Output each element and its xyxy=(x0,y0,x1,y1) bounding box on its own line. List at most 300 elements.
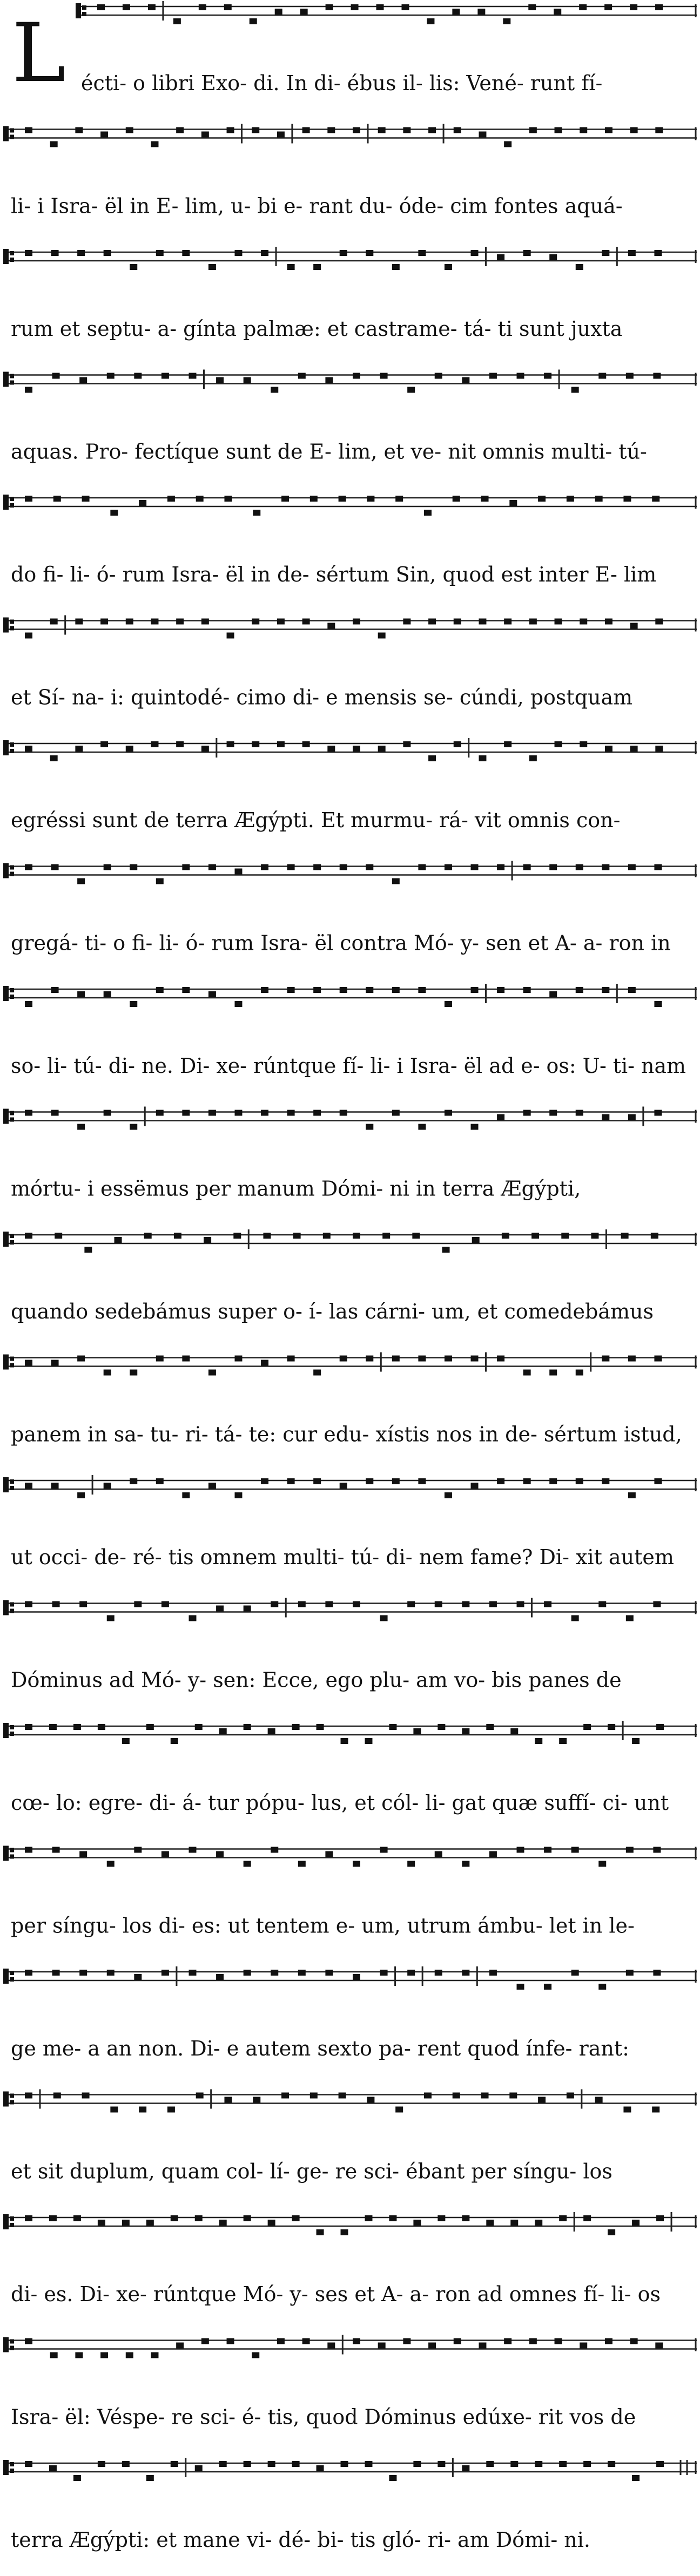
neume-punctum xyxy=(583,2215,591,2221)
neume-punctum xyxy=(626,1615,634,1621)
neume-punctum xyxy=(244,1861,251,1867)
neume-punctum xyxy=(252,127,259,133)
neume-punctum xyxy=(252,619,259,625)
neume-punctum xyxy=(583,2461,591,2467)
lyric-line: egréssi sunt de terra Ægýpti. Et murmu- rá- vit omnis con- xyxy=(11,808,621,832)
neume-punctum xyxy=(366,1478,373,1484)
staff-system xyxy=(3,370,697,464)
neume-punctum xyxy=(479,619,486,625)
neume-punctum xyxy=(277,741,285,747)
neume-punctum xyxy=(298,373,306,379)
neume-punctum xyxy=(403,619,410,625)
neume-punctum xyxy=(53,496,61,502)
lyric-line: per síngu- los di- es: ut tentem e- um, utrum ámbu- let in le- xyxy=(11,1914,635,1938)
staff-system xyxy=(3,495,697,586)
neume-punctum xyxy=(376,4,384,10)
neume-punctum xyxy=(418,250,426,256)
neume-punctum xyxy=(216,377,224,383)
neume-punctum xyxy=(407,1970,415,1976)
neume-punctum xyxy=(454,2338,461,2344)
c-clef-icon xyxy=(3,2337,14,2352)
neume-punctum xyxy=(326,4,333,10)
staff-system xyxy=(3,124,697,218)
neume-punctum xyxy=(571,1847,579,1853)
c-clef-icon xyxy=(3,1846,14,1861)
neume-punctum xyxy=(428,755,436,761)
neume-punctum xyxy=(544,1984,551,1990)
neume-punctum xyxy=(479,755,486,761)
neume-punctum xyxy=(156,878,164,884)
neume-punctum xyxy=(25,2093,32,2099)
lyric-line: ut occi- de- ré- tis omnem multi- tú- di- nem fame? Di- xit autem xyxy=(11,1545,674,1569)
neume-punctum xyxy=(156,250,164,256)
neume-punctum xyxy=(583,1724,591,1730)
neume-punctum xyxy=(392,1478,400,1484)
neume-punctum xyxy=(104,250,111,256)
neume-punctum xyxy=(623,496,631,502)
c-clef-icon xyxy=(3,740,14,755)
neume-punctum xyxy=(134,1974,142,1980)
neume-punctum xyxy=(366,987,373,993)
neume-punctum xyxy=(653,1847,661,1853)
neume-punctum xyxy=(435,373,442,379)
neume-punctum xyxy=(576,987,583,993)
neume-punctum xyxy=(424,510,432,516)
neume-punctum xyxy=(161,373,169,379)
neume-punctum xyxy=(504,141,511,147)
neume-punctum xyxy=(655,2343,663,2349)
neume-punctum xyxy=(632,2475,640,2481)
neume-punctum xyxy=(219,2220,227,2226)
neume-punctum xyxy=(287,987,295,993)
neume-punctum xyxy=(84,1247,92,1253)
neume-punctum xyxy=(50,141,58,147)
neume-punctum xyxy=(79,1970,87,1976)
neume-punctum xyxy=(559,2215,567,2221)
neume-punctum xyxy=(298,1861,306,1867)
neume-punctum xyxy=(435,1851,442,1857)
neume-punctum xyxy=(75,2352,83,2358)
neume-punctum xyxy=(126,2352,133,2358)
neume-punctum xyxy=(189,1847,197,1853)
neume-punctum xyxy=(204,1237,211,1243)
neume-punctum xyxy=(395,496,403,502)
neume-punctum xyxy=(604,4,612,10)
neume-punctum xyxy=(602,864,609,870)
neume-punctum xyxy=(549,864,557,870)
lyric-line: terra Ægýpti: et mane vi- dé- bi- tis gló- ri- am Dómi- ni. xyxy=(11,2528,590,2552)
neume-punctum xyxy=(401,4,409,10)
staff-system xyxy=(3,984,697,1078)
neume-punctum xyxy=(130,1001,137,1007)
neume-punctum xyxy=(79,1851,87,1857)
neume-punctum xyxy=(25,496,32,502)
lyric-line: gregá- ti- o fi- li- ó- rum Isra- ël contra Mó- y- sen et A- a- ron in xyxy=(11,931,671,955)
neume-punctum xyxy=(219,2461,227,2467)
neume-punctum xyxy=(628,987,636,993)
neume-punctum xyxy=(244,1970,251,1976)
neume-punctum xyxy=(598,373,606,379)
neume-punctum xyxy=(167,496,175,502)
staff-systems xyxy=(3,1,697,2552)
neume-punctum xyxy=(497,254,504,260)
neume-punctum xyxy=(472,1237,480,1243)
neume-punctum xyxy=(73,2475,81,2481)
neume-punctum xyxy=(107,1615,115,1621)
neume-punctum xyxy=(523,1110,531,1116)
neume-punctum xyxy=(630,746,638,752)
neume-punctum xyxy=(189,1970,197,1976)
neume-punctum xyxy=(428,619,436,625)
neume-punctum xyxy=(595,2097,603,2103)
neume-punctum xyxy=(576,264,583,270)
neume-punctum xyxy=(655,127,663,133)
c-clef-icon xyxy=(3,618,14,633)
neume-punctum xyxy=(126,746,133,752)
neume-punctum xyxy=(471,864,479,870)
neume-punctum xyxy=(122,1738,130,1744)
neume-punctum xyxy=(201,619,209,625)
neume-punctum xyxy=(576,1370,583,1376)
neume-punctum xyxy=(535,2461,542,2467)
neume-punctum xyxy=(277,132,285,138)
neume-punctum xyxy=(25,1970,32,1976)
neume-punctum xyxy=(378,2343,386,2349)
neume-punctum xyxy=(250,18,257,24)
neume-punctum xyxy=(310,496,318,502)
neume-punctum xyxy=(555,619,562,625)
neume-punctum xyxy=(227,127,234,133)
neume-punctum xyxy=(196,496,204,502)
neume-punctum xyxy=(504,619,511,625)
neume-punctum xyxy=(366,1356,373,1362)
neume-punctum xyxy=(497,1478,504,1484)
neume-punctum xyxy=(395,2107,403,2113)
neume-punctum xyxy=(110,2107,118,2113)
neume-punctum xyxy=(268,2461,275,2467)
neume-punctum xyxy=(654,250,662,256)
neume-punctum xyxy=(50,619,58,625)
neume-punctum xyxy=(559,2461,567,2467)
neume-punctum xyxy=(97,4,105,10)
c-clef-icon xyxy=(76,3,86,18)
staff-system xyxy=(3,1353,697,1446)
staff-system xyxy=(3,1846,697,1938)
neume-punctum xyxy=(462,1601,469,1607)
neume-punctum xyxy=(49,2465,57,2471)
staff-system xyxy=(3,616,697,709)
neume-punctum xyxy=(598,1984,606,1990)
neume-punctum xyxy=(171,2215,178,2221)
neume-punctum xyxy=(53,2093,61,2099)
neume-punctum xyxy=(55,1233,62,1239)
neume-punctum xyxy=(313,1110,321,1116)
neume-punctum xyxy=(555,2338,562,2344)
neume-punctum xyxy=(261,864,268,870)
neume-punctum xyxy=(389,2475,396,2481)
neume-punctum xyxy=(591,1233,598,1239)
neume-punctum xyxy=(151,619,158,625)
neume-punctum xyxy=(100,132,108,138)
neume-punctum xyxy=(413,2461,421,2467)
staff-system xyxy=(3,1107,697,1201)
neume-punctum xyxy=(367,2097,374,2103)
lyric-line: et sit duplum, quam col- lí- ge- re sci- ébant per síngu- los xyxy=(11,2159,612,2183)
neume-punctum xyxy=(182,864,190,870)
neume-punctum xyxy=(380,373,388,379)
neume-punctum xyxy=(75,746,83,752)
neume-punctum xyxy=(176,127,184,133)
neume-punctum xyxy=(418,1356,426,1362)
staff-system xyxy=(3,1475,697,1569)
neume-punctum xyxy=(628,1114,636,1120)
neume-punctum xyxy=(340,1110,347,1116)
neume-punctum xyxy=(652,2107,659,2113)
neume-punctum xyxy=(302,127,310,133)
neume-punctum xyxy=(195,1724,203,1730)
neume-punctum xyxy=(544,1847,551,1853)
lyric-line: so- li- tú- di- ne. Di- xe- rúntque fí- li- i Isra- ël ad e- os: U- ti- nam xyxy=(11,1054,686,1078)
neume-punctum xyxy=(445,264,452,270)
neume-punctum xyxy=(380,1615,388,1621)
neume-punctum xyxy=(630,4,637,10)
neume-punctum xyxy=(656,2215,664,2221)
neume-punctum xyxy=(481,2093,489,2099)
lyric-line: panem in sa- tu- ri- tá- te: cur edu- xístis nos in de- sértum istud, xyxy=(11,1422,682,1446)
neume-punctum xyxy=(462,1861,469,1867)
c-clef-icon xyxy=(3,1969,14,1984)
neume-punctum xyxy=(655,619,663,625)
neume-punctum xyxy=(50,755,58,761)
neume-punctum xyxy=(392,1356,400,1362)
neume-punctum xyxy=(517,1984,524,1990)
neume-punctum xyxy=(104,1370,111,1376)
neume-punctum xyxy=(208,991,216,997)
neume-punctum xyxy=(378,746,386,752)
neume-punctum xyxy=(151,2352,158,2358)
neume-punctum xyxy=(435,1601,442,1607)
neume-punctum xyxy=(302,619,310,625)
neume-punctum xyxy=(189,1615,197,1621)
neume-punctum xyxy=(471,1483,479,1489)
neume-punctum xyxy=(628,1492,636,1498)
neume-punctum xyxy=(139,2107,146,2113)
neume-punctum xyxy=(327,746,335,752)
neume-punctum xyxy=(353,1233,360,1239)
neume-punctum xyxy=(298,1970,306,1976)
neume-punctum xyxy=(325,377,333,383)
neume-punctum xyxy=(313,1478,321,1484)
neume-punctum xyxy=(244,2215,251,2221)
neume-punctum xyxy=(144,1233,152,1239)
neume-punctum xyxy=(517,1847,524,1853)
neume-punctum xyxy=(353,127,360,133)
neume-punctum xyxy=(327,623,335,629)
neume-punctum xyxy=(25,1001,32,1007)
neume-punctum xyxy=(268,1728,275,1734)
neume-punctum xyxy=(25,746,32,752)
neume-punctum xyxy=(392,987,400,993)
neume-punctum xyxy=(471,1356,479,1362)
neume-punctum xyxy=(580,127,587,133)
neume-punctum xyxy=(341,2229,348,2235)
neume-punctum xyxy=(161,1851,169,1857)
neume-punctum xyxy=(517,373,524,379)
neume-punctum xyxy=(353,1601,360,1607)
neume-punctum xyxy=(608,2461,615,2467)
c-clef-icon xyxy=(3,2092,14,2107)
neume-punctum xyxy=(471,987,479,993)
neume-punctum xyxy=(313,864,321,870)
neume-punctum xyxy=(156,1478,164,1484)
neume-punctum xyxy=(656,1724,664,1730)
neume-punctum xyxy=(652,496,659,502)
lyric-line: quando sedebámus super o- í- las cárni- um, et comedebámus xyxy=(11,1300,654,1323)
staff-system xyxy=(3,861,697,955)
neume-punctum xyxy=(25,387,32,393)
neume-punctum xyxy=(477,9,485,15)
neume-punctum xyxy=(234,869,242,875)
neume-punctum xyxy=(325,1970,333,1976)
staff-system xyxy=(3,2458,697,2552)
neume-punctum xyxy=(104,1483,111,1489)
neume-punctum xyxy=(196,2093,204,2099)
neume-punctum xyxy=(208,264,216,270)
neume-punctum xyxy=(25,1724,32,1730)
neume-punctum xyxy=(380,1970,388,1976)
neume-punctum xyxy=(176,2343,184,2349)
neume-punctum xyxy=(628,864,636,870)
neume-punctum xyxy=(367,496,374,502)
neume-punctum xyxy=(252,2352,259,2358)
neume-punctum xyxy=(621,1233,629,1239)
neume-punctum xyxy=(595,496,603,502)
neume-punctum xyxy=(486,2220,494,2226)
neume-punctum xyxy=(216,1974,224,1980)
neume-punctum xyxy=(403,2338,410,2344)
neume-punctum xyxy=(52,373,60,379)
neume-punctum xyxy=(365,1738,372,1744)
neume-punctum xyxy=(598,1861,606,1867)
neume-punctum xyxy=(79,377,87,383)
neume-punctum xyxy=(580,741,587,747)
neume-punctum xyxy=(378,633,386,639)
neume-punctum xyxy=(176,619,184,625)
neume-punctum xyxy=(253,2097,260,2103)
neume-punctum xyxy=(626,1970,634,1976)
neume-punctum xyxy=(25,1847,32,1853)
neume-punctum xyxy=(252,741,259,747)
lyric-line: aquas. Pro- fectíque sunt de E- lim, et ve- nit omnis multi- tú- xyxy=(11,440,647,464)
c-clef-icon xyxy=(3,2214,14,2229)
neume-punctum xyxy=(486,1724,494,1730)
neume-punctum xyxy=(608,1724,615,1730)
neume-punctum xyxy=(151,141,158,147)
neume-punctum xyxy=(156,987,164,993)
neume-punctum xyxy=(544,1601,551,1607)
neume-punctum xyxy=(49,1724,57,1730)
neume-punctum xyxy=(325,1601,333,1607)
lyric-line: ge me- a an non. Di- e autem sexto pa- rent quod ínfe- rant: xyxy=(11,2037,629,2060)
neume-punctum xyxy=(201,746,209,752)
lyric-line: Isra- ël: Véspe- re sci- é- tis, quod Dóminus edúxe- rit vos de xyxy=(11,2405,636,2429)
neume-punctum xyxy=(268,2220,275,2226)
neume-punctum xyxy=(134,1601,142,1607)
neume-punctum xyxy=(529,619,537,625)
staff-system xyxy=(3,1598,697,1692)
neume-punctum xyxy=(523,250,531,256)
staff-system xyxy=(3,1229,697,1323)
neume-punctum xyxy=(341,2461,348,2467)
neume-punctum xyxy=(523,987,531,993)
c-clef-icon xyxy=(3,1600,14,1615)
neume-punctum xyxy=(104,991,111,997)
neume-punctum xyxy=(253,510,260,516)
neume-punctum xyxy=(549,1110,557,1116)
neume-punctum xyxy=(407,1861,415,1867)
lyric-line: Dóminus ad Mó- y- sen: Ecce, ego plu- am vo- bis panes de xyxy=(11,1668,622,1692)
neume-punctum xyxy=(445,1110,452,1116)
neume-punctum xyxy=(576,864,583,870)
neume-punctum xyxy=(454,619,461,625)
neume-punctum xyxy=(504,2338,511,2344)
neume-punctum xyxy=(49,2215,57,2221)
neume-punctum xyxy=(313,264,321,270)
neume-punctum xyxy=(462,377,469,383)
neume-punctum xyxy=(365,2215,372,2221)
neume-punctum xyxy=(271,1601,278,1607)
neume-punctum xyxy=(77,991,85,997)
neume-punctum xyxy=(462,2465,469,2471)
neume-punctum xyxy=(653,1970,661,1976)
neume-punctum xyxy=(497,987,504,993)
neume-punctum xyxy=(452,9,460,15)
neume-punctum xyxy=(313,1370,321,1376)
neume-punctum xyxy=(632,1738,640,1744)
neume-punctum xyxy=(353,619,360,625)
neume-punctum xyxy=(489,1601,497,1607)
neume-punctum xyxy=(51,1110,59,1116)
neume-punctum xyxy=(567,2093,574,2099)
neume-punctum xyxy=(339,2093,346,2099)
neume-punctum xyxy=(182,1110,190,1116)
neume-punctum xyxy=(115,1237,122,1243)
neume-punctum xyxy=(271,1847,278,1853)
neume-punctum xyxy=(25,127,32,133)
neume-punctum xyxy=(630,2338,638,2344)
neume-punctum xyxy=(418,864,426,870)
neume-punctum xyxy=(571,387,579,393)
neume-punctum xyxy=(25,633,32,639)
neume-punctum xyxy=(261,1110,268,1116)
neume-punctum xyxy=(549,1478,557,1484)
c-clef-icon xyxy=(3,1477,14,1492)
staff-system xyxy=(3,1721,697,1815)
lyric-line: cœ- lo: egre- di- á- tur pópu- lus, et cól- li- gat quæ suffí- ci- unt xyxy=(11,1791,669,1815)
neume-punctum xyxy=(287,1356,295,1362)
neume-punctum xyxy=(234,1492,242,1498)
neume-punctum xyxy=(654,1356,662,1362)
neume-punctum xyxy=(126,127,133,133)
neume-punctum xyxy=(277,619,285,625)
neume-punctum xyxy=(418,1124,426,1130)
neume-punctum xyxy=(571,1615,579,1621)
neume-punctum xyxy=(176,741,184,747)
neume-punctum xyxy=(82,496,90,502)
neume-punctum xyxy=(340,1483,347,1489)
neume-punctum xyxy=(107,373,115,379)
neume-punctum xyxy=(580,619,587,625)
